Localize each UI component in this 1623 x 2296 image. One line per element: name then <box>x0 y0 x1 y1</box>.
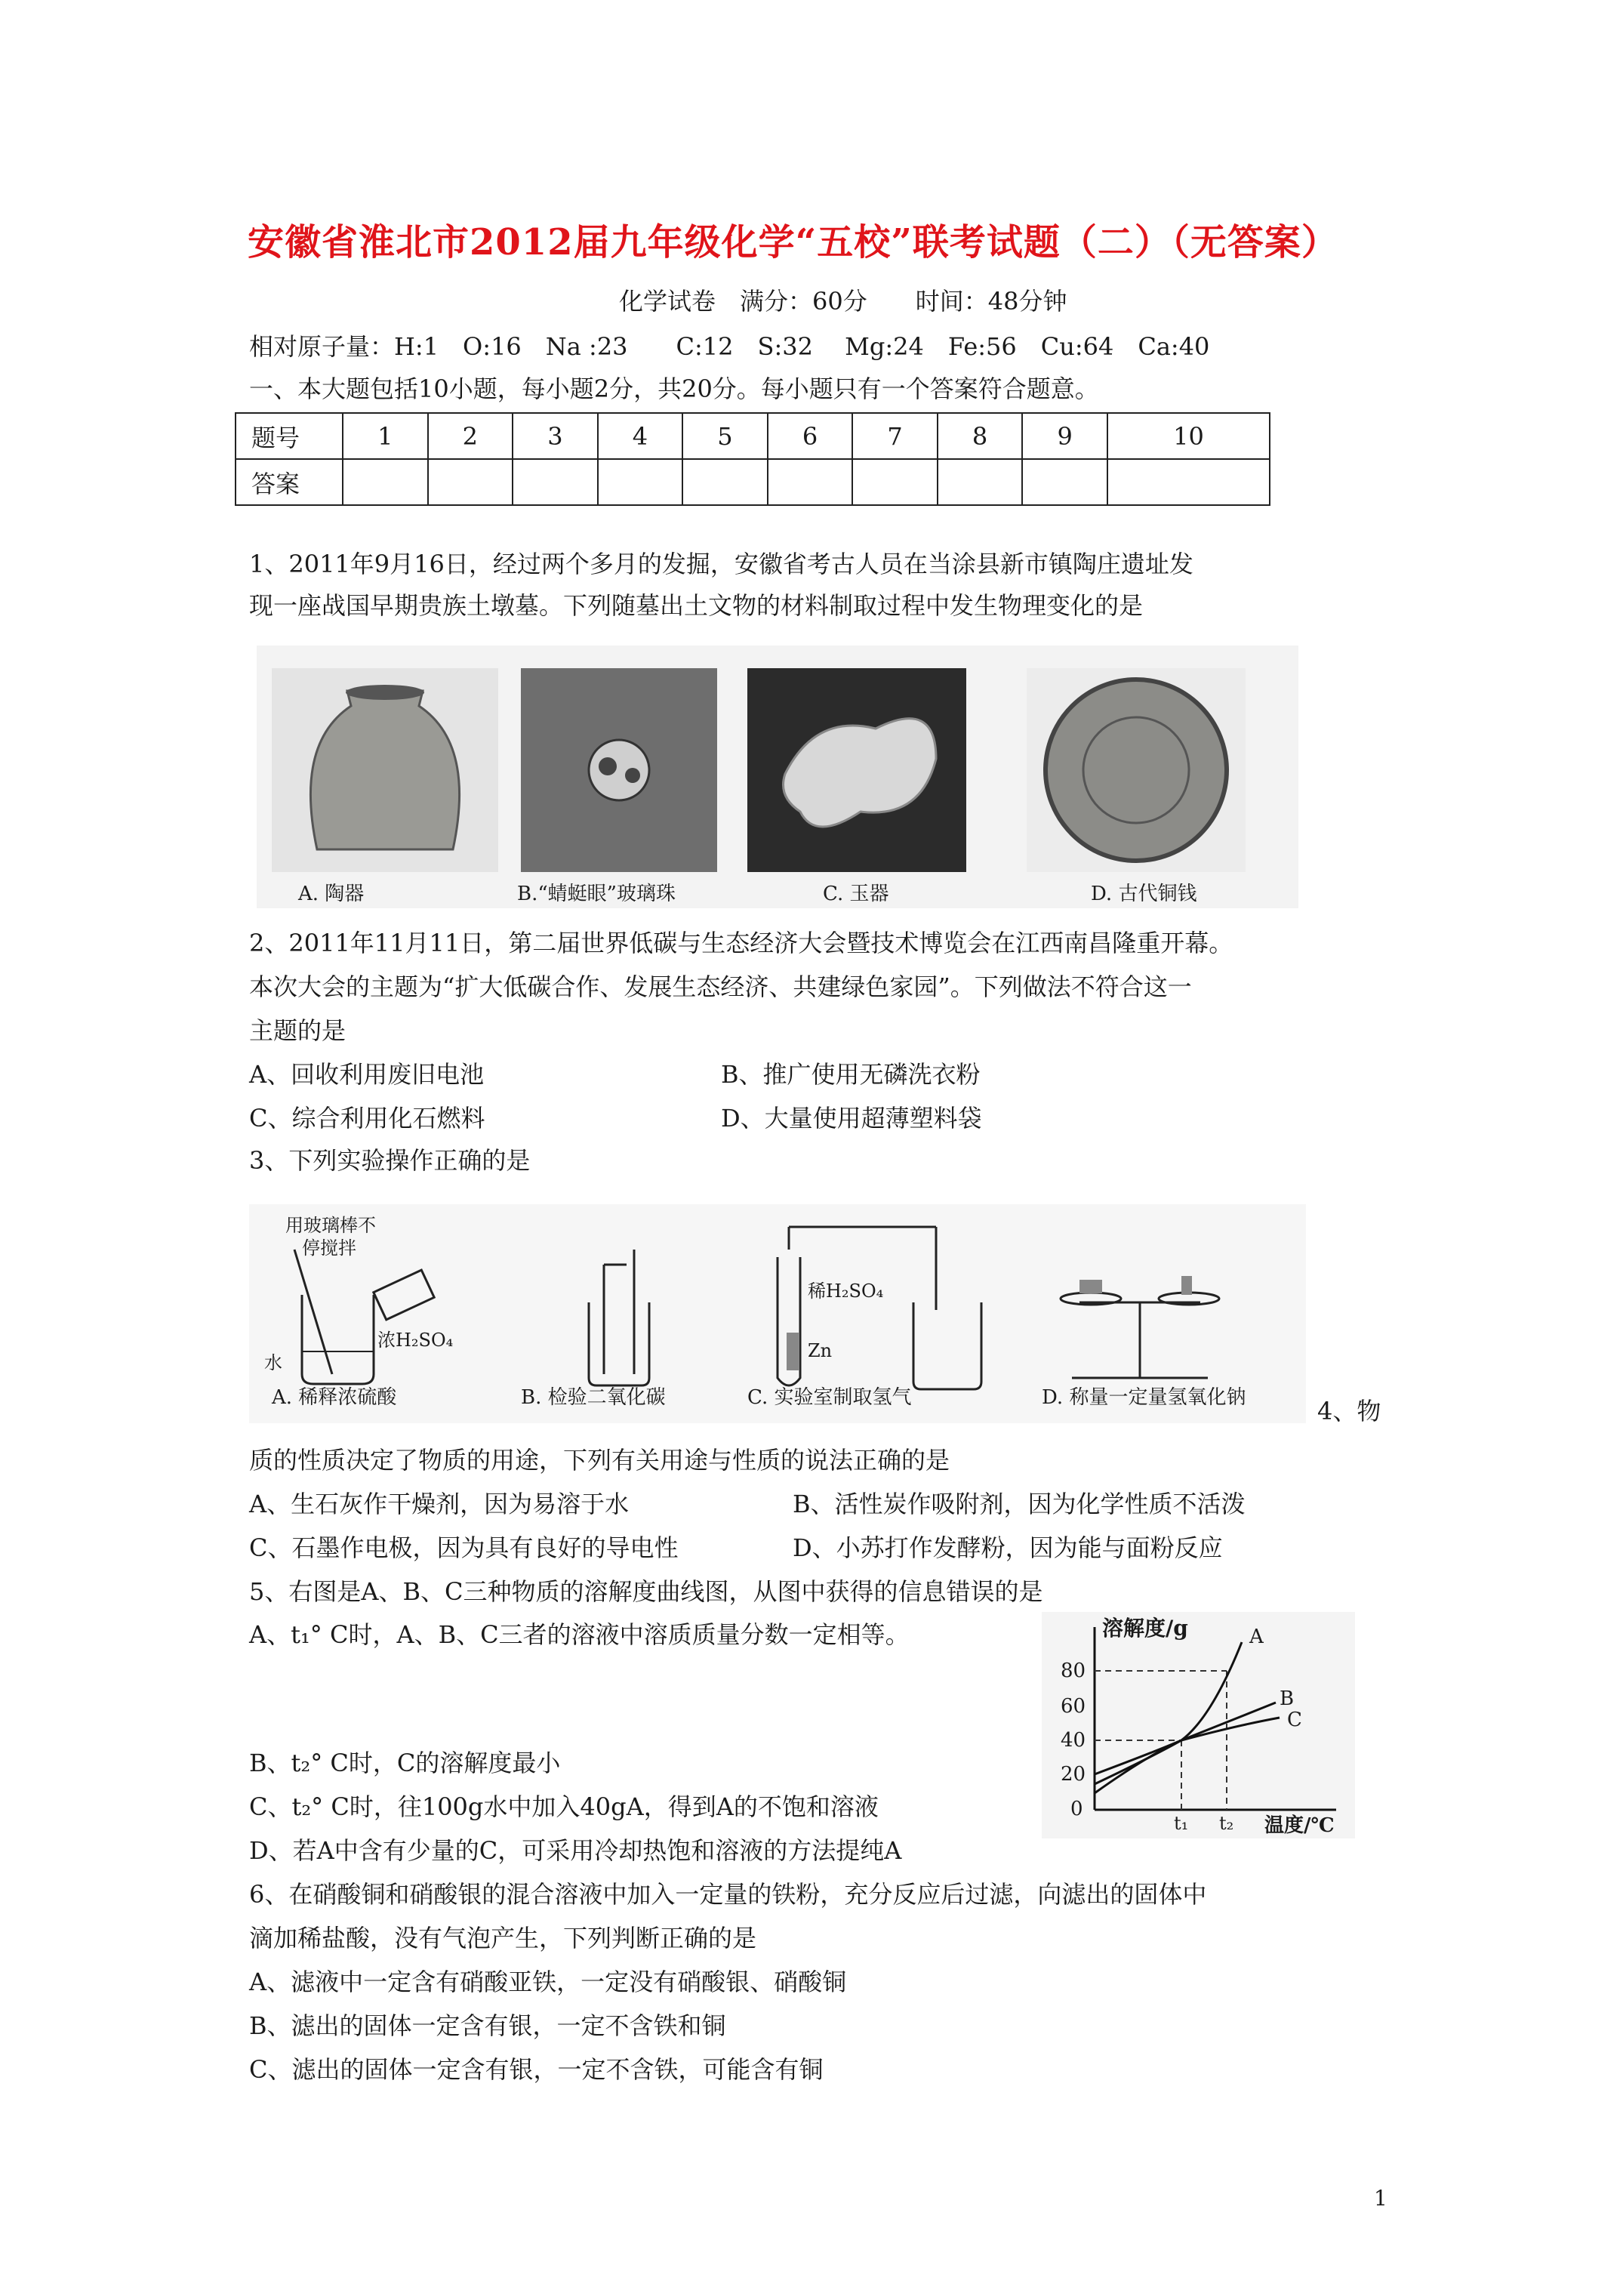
q4-line1: 质的性质决定了物质的用途，下列有关用途与性质的说法正确的是 <box>249 1446 950 1475</box>
question-number: 6 <box>768 413 853 459</box>
answer-cell[interactable] <box>598 459 683 505</box>
weighed-sample <box>1079 1280 1102 1293</box>
table-row-label: 题号 <box>236 413 343 459</box>
question-number: 8 <box>938 413 1023 459</box>
acid-bottle <box>374 1270 434 1320</box>
answer-cell[interactable] <box>938 459 1023 505</box>
x-axis-label: 温度/℃ <box>1264 1814 1335 1837</box>
q2-option-a: A、回收利用废旧电池 <box>249 1060 485 1089</box>
answer-cell[interactable] <box>1022 459 1107 505</box>
q3-line1: 3、下列实验操作正确的是 <box>249 1146 531 1175</box>
series-label-c: C <box>1287 1709 1302 1731</box>
question-number: 7 <box>852 413 938 459</box>
q2-option-c: C、综合利用化石燃料 <box>249 1104 485 1133</box>
label-conc-acid: 浓H₂SO₄ <box>377 1330 454 1351</box>
q2-option-d: D、大量使用超薄塑料袋 <box>721 1104 982 1133</box>
y-axis-label: 溶解度/g <box>1102 1616 1188 1641</box>
q5-option-a: A、t₁° C时，A、B、C三者的溶液中溶质质量分数一定相等。 <box>249 1620 910 1649</box>
solubility-chart <box>1042 1612 1355 1838</box>
q2-line2: 本次大会的主题为“扩大低碳合作、发展生态经济、共建绿色家园”。下列做法不符合这一 <box>249 972 1192 1001</box>
answer-cell[interactable] <box>428 459 513 505</box>
pottery-jar-image <box>272 668 498 872</box>
caption-b: B.“蜻蜓眼”玻璃珠 <box>517 883 676 905</box>
y-tick: 80 <box>1061 1660 1086 1682</box>
answer-cell[interactable] <box>768 459 853 505</box>
q5-option-c: C、t₂° C时，往100g水中加入40gA，得到A的不饱和溶液 <box>249 1792 879 1821</box>
label-dilute-acid: 稀H₂SO₄ <box>808 1281 884 1302</box>
q4-option-b: B、活性炭作吸附剂，因为化学性质不活泼 <box>793 1490 1246 1518</box>
zinc-granules <box>787 1333 799 1370</box>
q5-option-b: B、t₂° C时，C的溶解度最小 <box>249 1749 561 1777</box>
collection-bottle <box>913 1302 981 1389</box>
answer-cell[interactable] <box>343 459 428 505</box>
y-tick: 40 <box>1061 1729 1086 1752</box>
curve-a <box>1095 1642 1242 1774</box>
question-number: 9 <box>1022 413 1107 459</box>
question-number: 1 <box>343 413 428 459</box>
question-number: 2 <box>428 413 513 459</box>
series-label-b: B <box>1280 1687 1295 1710</box>
caption-d: D. 古代铜钱 <box>1091 883 1197 905</box>
q2-option-b: B、推广使用无磷洗衣粉 <box>721 1060 981 1089</box>
label-water: 水 <box>264 1352 282 1373</box>
caption-a: A. 陶器 <box>298 883 365 905</box>
jade-image <box>747 668 966 872</box>
glass-rod <box>294 1250 332 1374</box>
table-row <box>236 459 1270 505</box>
curve-c <box>1095 1718 1280 1793</box>
q6-option-b: B、滤出的固体一定含有银，一定不含铁和铜 <box>249 2011 726 2040</box>
label-stir: 用玻璃棒不 <box>285 1215 376 1236</box>
q2-line3: 主题的是 <box>249 1016 346 1045</box>
coin-image <box>1027 668 1246 872</box>
page-title: 安徽省淮北市2012届九年级化学“五校”联考试题（二）（无答案） <box>248 221 1338 264</box>
caption-c: C. 玉器 <box>823 883 889 905</box>
series-label-a: A <box>1249 1626 1264 1648</box>
answer-cell[interactable] <box>682 459 768 505</box>
label-zinc: Zn <box>808 1340 833 1361</box>
q6-option-c: C、滤出的固体一定含有银，一定不含铁，可能含有铜 <box>249 2055 824 2084</box>
artifacts-illustration <box>257 646 1298 908</box>
curve-b <box>1095 1703 1276 1784</box>
label-stir2: 停搅拌 <box>302 1237 356 1259</box>
caption-c: C. 实验室制取氢气 <box>747 1386 912 1409</box>
answer-cell[interactable] <box>513 459 598 505</box>
x-tick: t₁ <box>1174 1813 1189 1834</box>
q1-line2: 现一座战国早期贵族土墩墓。下列随墓出土文物的材料制取过程中发生物理变化的是 <box>249 591 1144 620</box>
exam-subtitle: 化学试卷 满分：60分 时间：48分钟 <box>619 287 1067 316</box>
answer-cell[interactable] <box>852 459 938 505</box>
atomic-mass-line: 相对原子量：H:1 O:16 Na :23 C:12 S:32 Mg:24 Fe:56 Cu:64 Ca:40 <box>249 332 1210 361</box>
question-number: 4 <box>598 413 683 459</box>
question-number: 10 <box>1107 413 1270 459</box>
q4-option-c: C、石墨作电极，因为具有良好的导电性 <box>249 1533 679 1562</box>
page-number: 1 <box>1374 2186 1387 2211</box>
q3-experiments-figure <box>249 1204 1306 1423</box>
q4-prefix: 4、物 <box>1317 1397 1381 1425</box>
x-tick: t₂ <box>1219 1813 1234 1834</box>
caption-d: D. 称量一定量氢氧化钠 <box>1042 1386 1246 1409</box>
q6-option-a: A、滤液中一定含有硝酸亚铁，一定没有硝酸银、硝酸铜 <box>249 1968 847 1996</box>
q4-option-d: D、小苏打作发酵粉，因为能与面粉反应 <box>793 1533 1223 1562</box>
q6-line1: 6、在硝酸铜和硝酸银的混合溶液中加入一定量的铁粉，充分反应后过滤，向滤出的固体中 <box>249 1880 1207 1909</box>
q1-artifacts-photo <box>257 646 1298 908</box>
q1-line1: 1、2011年9月16日，经过两个多月的发掘，安徽省考古人员在当涂县新市镇陶庄遗址发 <box>249 550 1193 578</box>
caption-a: A. 稀释浓硫酸 <box>272 1386 397 1409</box>
section-one-heading: 一、本大题包括10小题，每小题2分，共20分。每小题只有一个答案符合题意。 <box>249 374 1099 403</box>
q2-line1: 2、2011年11月11日，第二届世界低碳与生态经济大会暨技术博览会在江西南昌隆重开幕。 <box>249 929 1233 957</box>
table-row-label: 答案 <box>236 459 343 505</box>
q5-line1: 5、右图是A、B、C三种物质的溶解度曲线图，从图中获得的信息错误的是 <box>249 1577 1043 1606</box>
question-number: 3 <box>513 413 598 459</box>
answer-cell[interactable] <box>1107 459 1270 505</box>
glass-bead-image <box>521 668 717 872</box>
solubility-curve-figure <box>1042 1612 1355 1838</box>
y-tick: 0 <box>1070 1798 1083 1820</box>
caption-b: B. 检验二氧化碳 <box>521 1386 666 1409</box>
y-tick: 20 <box>1061 1763 1086 1786</box>
y-tick: 60 <box>1061 1695 1086 1718</box>
q6-line2: 滴加稀盐酸，没有气泡产生，下列判断正确的是 <box>249 1924 757 1952</box>
table-row <box>236 413 1270 459</box>
gas-bottle <box>589 1302 649 1385</box>
answer-table <box>235 412 1270 506</box>
q4-option-a: A、生石灰作干燥剂，因为易溶于水 <box>249 1490 630 1518</box>
q5-option-d: D、若A中含有少量的C，可采用冷却热饱和溶液的方法提纯A <box>249 1836 902 1865</box>
question-number: 5 <box>682 413 768 459</box>
